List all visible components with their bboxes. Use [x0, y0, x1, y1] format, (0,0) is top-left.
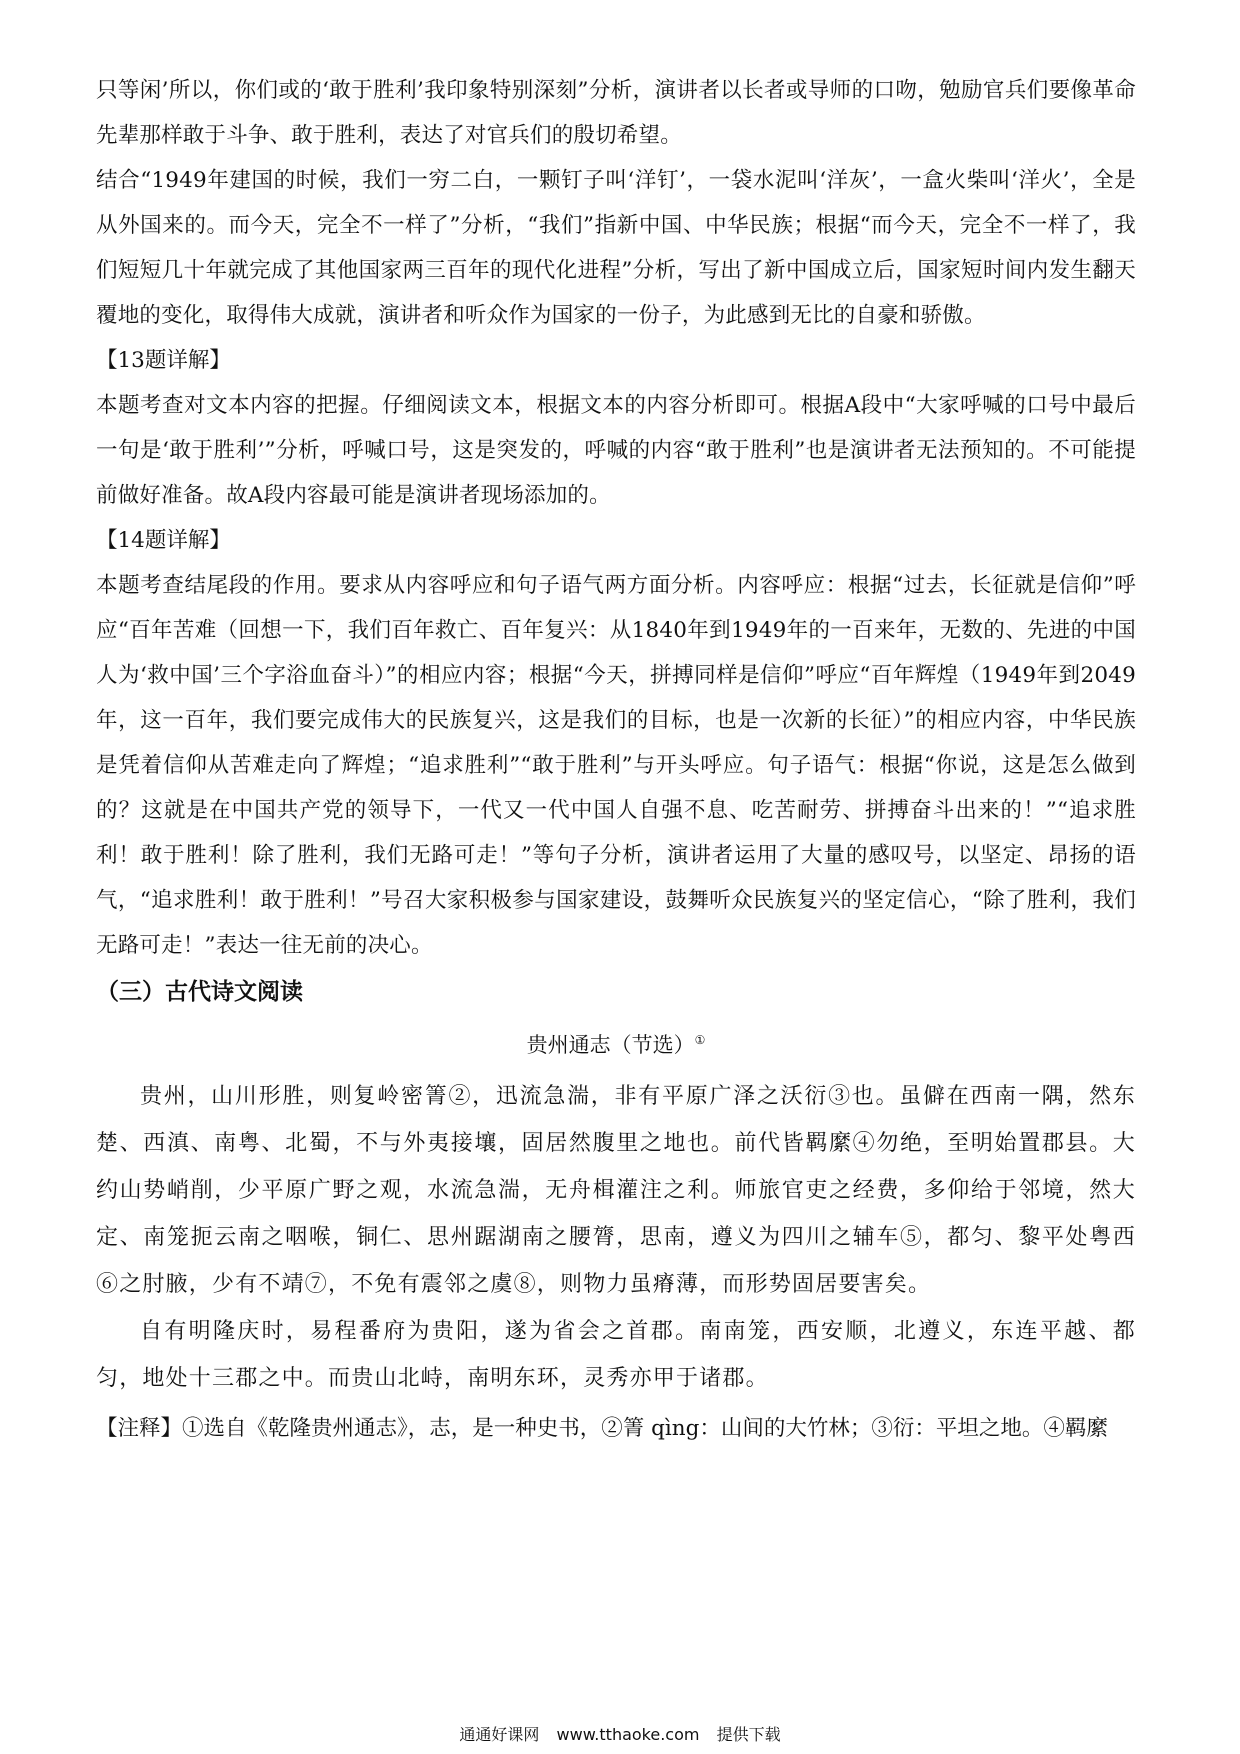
document-page: [96, 68, 1136, 1451]
analysis-paragraph-2: 结合“1949年建国的时候，我们一穷二白，一颗钉子叫‘洋钉’，一袋水泥叫‘洋灰’，一盒火柴叫‘洋火’，全是从外国来的。而今天，完全不一样了”分析，“我们”指新中国、中华民族；根据“而今天，完全不一样了，我们短短几十年就完成了其他国家两三百年的现代化进程”分析，写出了新中国成立后，国家短时间内发生翻天覆地的变化，取得伟大成就，演讲者和听众作为国家的一份子，为此感到无比的自豪和骄傲。: [96, 168, 1136, 328]
title-footnote-mark: ①: [694, 1033, 706, 1047]
q13-heading: 【13题详解】: [96, 348, 231, 373]
analysis-paragraph-1: 只等闲’所以，你们或的‘敢于胜利’我印象特别深刻”分析，演讲者以长者或导师的口吻，勉励官兵们要像革命先辈那样敢于斗争、敢于胜利，表达了对官兵们的殷切希望。: [96, 78, 1136, 148]
classical-text-title: [96, 1016, 1136, 1069]
footer-suffix: 提供下载: [716, 1725, 781, 1744]
q13-explanation: 本题考查对文本内容的把握。仔细阅读文本，根据文本的内容分析即可。根据A段中“大家呼喊的口号中最后一句是‘敢于胜利’”分析，呼喊口号，这是突发的，呼喊的内容“敢于胜利”也是演讲者无法预知的。不可能提前做好准备。故A段内容最可能是演讲者现场添加的。: [96, 393, 1136, 508]
page-footer: [0, 1722, 1240, 1745]
classical-paragraph-1: 贵州，山川形胜，则复岭密箐②，迅流急湍，非有平原广泽之沃衍③也。虽僻在西南一隅，然东楚、西滇、南粤、北蜀，不与外夷接壤，固居然腹里之地也。前代皆羁縻④勿绝，至明始置郡县。大约山势峭削，少平原广野之观，水流急湍，无舟楫灌注之利。师旅官吏之经费，多仰给于邻境，然大定、南笼扼云南之咽喉，铜仁、思州踞湖南之腰膂，思南，遵义为四川之辅车⑤，都匀、黎平处粤西⑥之肘腋，少有不靖⑦，不免有震邻之虞⑧，则物力虽瘠薄，而形势固居要害矣。: [96, 1084, 1136, 1297]
annotations: 【注释】①选自《乾隆贵州通志》，志，是一种史书，②箐 qìng：山间的大竹林；③衍：平坦之地。④羁縻: [96, 1416, 1108, 1441]
section-title: （三）古代诗文阅读: [96, 979, 303, 1005]
q14-heading: 【14题详解】: [96, 528, 231, 553]
q14-explanation: 本题考查结尾段的作用。要求从内容呼应和句子语气两方面分析。内容呼应：根据“过去，长征就是信仰”呼应“百年苦难（回想一下，我们百年救亡、百年复兴：从1840年到1949年的一百来年，无数的、先进的中国人为‘救中国’三个字浴血奋斗）”的相应内容；根据“今天，拼搏同样是信仰”呼应“百年辉煌（1949年到2049年，这一百年，我们要完成伟大的民族复兴，这是我们的目标，也是一次新的长征）”的相应内容，中华民族是凭着信仰从苦难走向了辉煌；“追求胜利”“敢于胜利”与开头呼应。句子语气：根据“你说，这是怎么做到的？这就是在中国共产党的领导下，一代又一代中国人自强不息、吃苦耐劳、拼搏奋斗出来的！”“追求胜利！敢于胜利！除了胜利，我们无路可走！”等句子分析，演讲者运用了大量的感叹号，以坚定、昂扬的语气，“追求胜利！敢于胜利！”号召大家积极参与国家建设，鼓舞听众民族复兴的坚定信心，“除了胜利，我们无路可走！”表达一往无前的决心。: [96, 573, 1136, 958]
footer-url[interactable]: www.tthaoke.com: [556, 1725, 700, 1744]
classical-paragraph-2: 自有明隆庆时，易程番府为贵阳，遂为省会之首郡。南南笼，西安顺，北遵义，东连平越、都匀，地处十三郡之中。而贵山北峙，南明东环，灵秀亦甲于诸郡。: [96, 1319, 1136, 1391]
classical-title-text: 贵州通志（节选）: [526, 1033, 695, 1057]
footer-site-name: 通通好课网: [459, 1725, 540, 1744]
